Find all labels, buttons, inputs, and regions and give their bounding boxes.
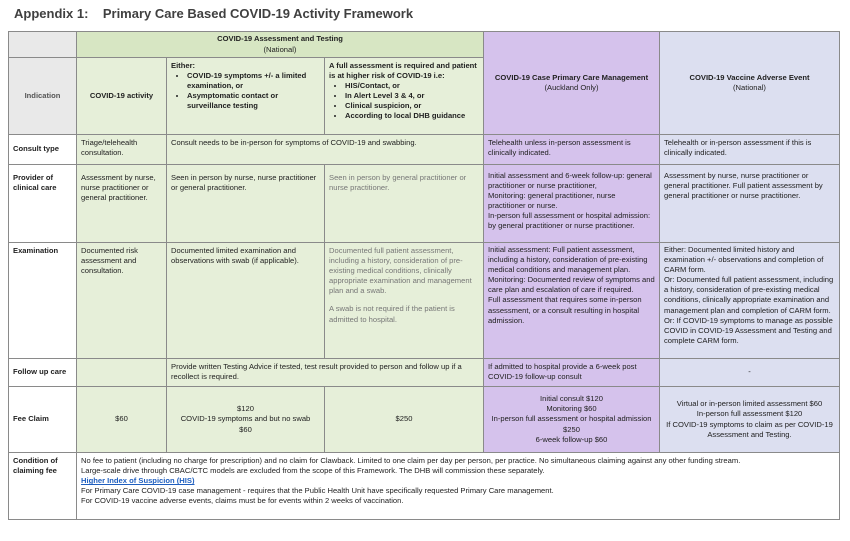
case-mgmt-subtitle: (Auckland Only) xyxy=(544,83,599,92)
fee-line: $250 xyxy=(563,424,580,434)
either-item: • Asymptomatic contact or surveillance testing xyxy=(187,91,320,111)
assessment-group-subtitle: (National) xyxy=(263,44,297,54)
exam-vaccine-line: Or: If COVID-19 symptoms to manage as possible COVID in COVID-19 Assessment and Testing and complete CARM form. xyxy=(664,315,833,345)
exam-case-line: Full assessment that requires some in-person assessment, or a consult resulting in hospital admission. xyxy=(488,295,642,325)
full-item: • HIS/Contact, or xyxy=(345,81,479,91)
provider-case-mgmt xyxy=(483,164,660,243)
provider-case-line: Monitoring: general practitioner, nurse practitioner or nurse. xyxy=(488,191,616,211)
condition-line: No fee to patient (including no charge for prescription) and no claim for Clawback. Limited to one claim per day per person, per practice. No simultaneous claiming against any other funding stream. xyxy=(81,456,741,465)
exam-vaccine-line: Or: Documented full patient assessment, including a history, consideration of pre-existing medical conditions, clinically appropriate examination and management plan and completion of CARM form. xyxy=(664,275,834,315)
exam-full-note: A swab is not required if the patient is admitted to hospital. xyxy=(329,304,455,324)
condition-text xyxy=(76,452,840,520)
full-item: • According to local DHB guidance xyxy=(345,111,479,121)
fee-claim-label: Fee Claim xyxy=(8,386,77,453)
exam-vaccine-line: Either: Documented limited history and examination +/- observations and completion of CARM form. xyxy=(664,245,824,275)
assessment-group-header xyxy=(76,31,484,58)
fee-line: Virtual or in-person limited assessment $60 xyxy=(676,399,823,409)
either-intro: Either: xyxy=(171,61,196,70)
either-item: • COVID-19 symptoms +/- a limited examination, or xyxy=(187,71,320,91)
condition-line: For COVID-19 vaccine adverse events, claims must be for events within 2 weeks of vaccination. xyxy=(81,496,404,506)
condition-label: Condition of claiming fee xyxy=(8,452,77,520)
condition-line: Large-scale drive through CBAC/CTC models are excluded from the scope of this Framework. The DHB will commission these separately. xyxy=(81,466,545,476)
follow-case-mgmt: If admitted to hospital provide a 6-week post COVID-19 follow-up consult xyxy=(483,358,660,387)
exam-vaccine xyxy=(659,242,840,359)
exam-case-mgmt xyxy=(483,242,660,359)
full-item: • Clinical suspicion, or xyxy=(345,101,479,111)
vaccine-subtitle: (National) xyxy=(733,83,766,92)
indication-header: Indication xyxy=(8,57,77,135)
his-link[interactable]: Higher Index of Suspicion (HIS) xyxy=(81,476,195,486)
either-header xyxy=(166,57,325,135)
exam-case-line: Initial assessment: Full patient assessment, including a history, consideration of pre-existing medical conditions and management plan. xyxy=(488,245,648,275)
condition-line: For Primary Care COVID-19 case management - requires that the Public Health Unit have specifically requested Primary Care management. xyxy=(81,486,554,496)
examination-label: Examination xyxy=(8,242,77,359)
exam-full xyxy=(324,242,484,359)
fee-line: In-person full assessment or hospital admission xyxy=(491,414,652,424)
provider-case-line: Initial assessment and 6-week follow-up: general practitioner or nurse practitioner, xyxy=(488,171,652,191)
provider-vaccine: Assessment by nurse, nurse practitioner or general practitioner. Full patient assessment by general practitioner or nurse practitioner. xyxy=(659,164,840,243)
assessment-group-title: COVID-19 Assessment and Testing xyxy=(217,34,343,44)
covid-activity-header: COVID-19 activity xyxy=(76,57,167,135)
exam-covid-activity: Documented risk assessment and consultation. xyxy=(76,242,167,359)
exam-full-text: Documented full patient assessment, including a history, consideration of pre-existing medical conditions, clinically appropriate examination and management plan and a swab. xyxy=(329,246,472,296)
fee-line: COVID-19 symptoms and but no swab xyxy=(180,414,311,424)
provider-limited: Seen in person by nurse, nurse practitioner or general practitioner. xyxy=(166,164,325,243)
follow-covid-activity xyxy=(76,358,167,387)
vaccine-title: COVID-19 Vaccine Adverse Event xyxy=(689,72,810,82)
fee-case-mgmt xyxy=(483,386,660,453)
consult-case-mgmt: Telehealth unless in-person assessment is clinically indicated. xyxy=(483,134,660,165)
fee-line: 6-week follow-up $60 xyxy=(535,434,608,444)
fee-line: In-person full assessment $120 xyxy=(696,409,803,419)
consult-assessment: Consult needs to be in-person for symptoms of COVID-19 and swabbing. xyxy=(166,134,484,165)
provider-case-line: In-person full assessment or hospital admission: by general practitioner or nurse practitioner. xyxy=(488,211,651,231)
page-title: Appendix 1: Primary Care Based COVID-19 Activity Framework xyxy=(14,6,414,21)
fee-full: $250 xyxy=(324,386,484,453)
fee-covid-activity: $60 xyxy=(76,386,167,453)
either-list xyxy=(171,71,320,111)
fee-limited xyxy=(166,386,325,453)
fee-line: $60 xyxy=(239,424,252,434)
exam-limited: Documented limited examination and observations with swab (if applicable). xyxy=(166,242,325,359)
consult-covid-activity: Triage/telehealth consultation. xyxy=(76,134,167,165)
header-corner xyxy=(8,31,77,58)
fee-line: $120 xyxy=(237,404,254,414)
exam-case-line: Monitoring: Documented review of symptoms and care plan and escalation of care if required. xyxy=(488,275,655,295)
fee-vaccine xyxy=(659,386,840,453)
vaccine-header xyxy=(659,31,840,135)
full-assessment-header xyxy=(324,57,484,135)
case-mgmt-title: COVID-19 Case Primary Care Management xyxy=(494,72,649,82)
provider-label: Provider of clinical care xyxy=(8,164,77,243)
follow-assessment: Provide written Testing Advice if tested, test result provided to person and follow up if a recollect is required. xyxy=(166,358,484,387)
case-mgmt-header xyxy=(483,31,660,135)
consult-vaccine: Telehealth or in-person assessment if this is clinically indicated. xyxy=(659,134,840,165)
provider-covid-activity: Assessment by nurse, nurse practitioner or general practitioner. xyxy=(76,164,167,243)
fee-line: Initial consult $120 xyxy=(540,394,603,404)
full-list xyxy=(329,81,479,121)
consult-type-label: Consult type xyxy=(8,134,77,165)
follow-vaccine: - xyxy=(659,358,840,387)
fee-line: Monitoring $60 xyxy=(546,404,597,414)
full-item: • In Alert Level 3 & 4, or xyxy=(345,91,479,101)
fee-line: If COVID-19 symptoms to claim as per COVID-19 Assessment and Testing. xyxy=(666,419,833,439)
full-intro: A full assessment is required and patient is at higher risk of COVID-19 i.e: xyxy=(329,61,477,81)
provider-full: Seen in person by general practitioner or nurse practitioner. xyxy=(324,164,484,243)
follow-up-label: Follow up care xyxy=(8,358,77,387)
